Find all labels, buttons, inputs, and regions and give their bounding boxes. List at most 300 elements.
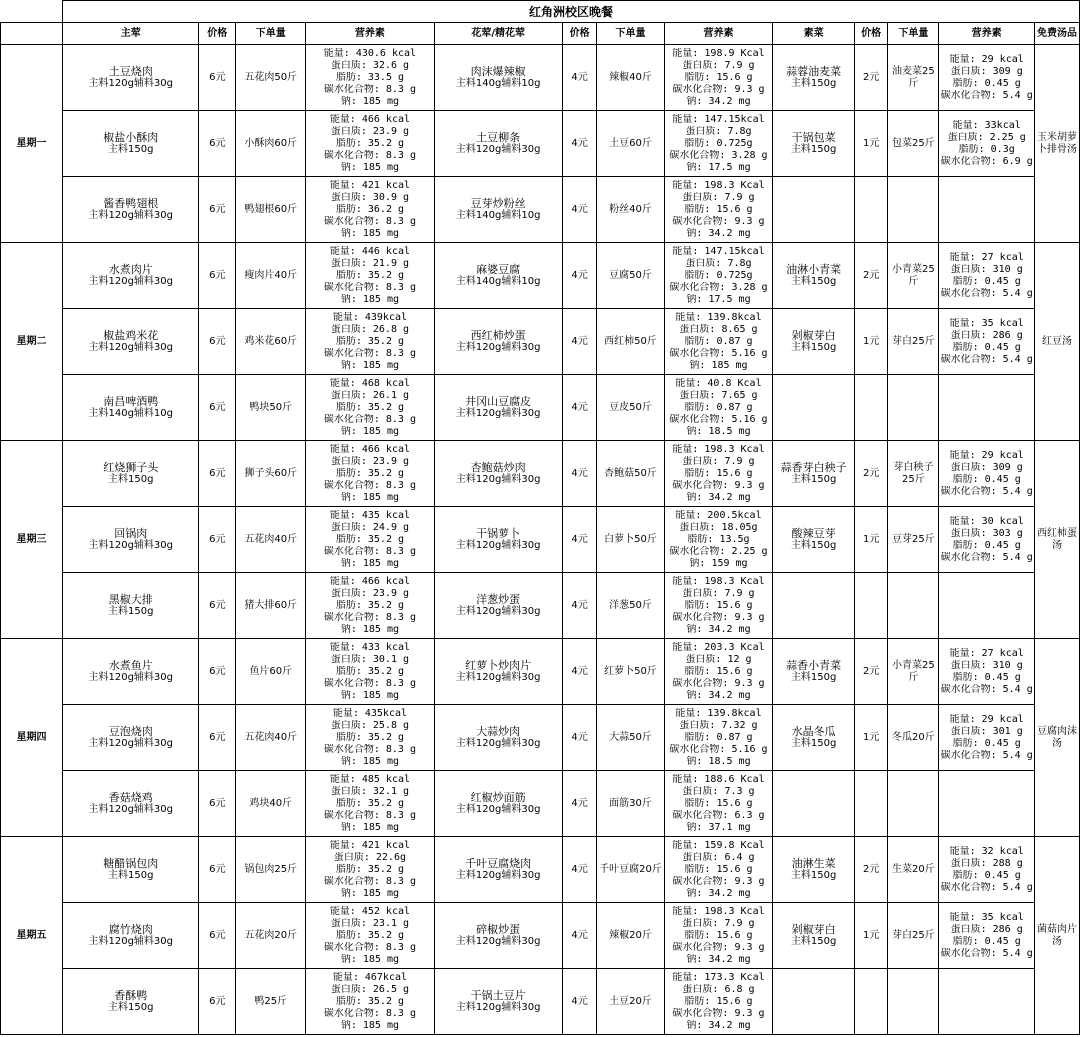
dish-cell (63, 375, 199, 441)
nutrition-line: 碳水化合物: 6.3 g (672, 809, 765, 821)
price-cell: 4元 (562, 969, 597, 1035)
nutrition-cell (939, 837, 1035, 903)
nutrition-line: 碳水化合物: 8.3 g (323, 1007, 416, 1019)
order-quantity-cell: 鸡米花60斤 (236, 309, 306, 375)
order-quantity-cell: 锅包肉25斤 (236, 837, 306, 903)
dish-cell (63, 573, 199, 639)
nutrition-line: 碳水化合物: 5.4 g (940, 683, 1033, 695)
dish-name: 红萝卜炒肉片 (465, 658, 532, 672)
nutrition-line: 能量: 35 kcal (949, 911, 1024, 923)
dish-name: 土豆烧肉 (108, 64, 153, 78)
price-cell (854, 375, 888, 441)
order-quantity-cell: 小青菜25斤 (888, 243, 939, 309)
dish-spec: 主料120g辅料30g (88, 935, 174, 947)
order-quantity-cell: 西红柿50斤 (597, 309, 664, 375)
dish-spec: 主料120g辅料30g (455, 737, 541, 749)
nutrition-cell (664, 111, 773, 177)
nutrition-line: 能量: 139.8kcal (675, 707, 762, 719)
dish-cell (434, 45, 562, 111)
dish-cell (773, 111, 854, 177)
nutrition-line: 蛋白质: 7.65 g (679, 389, 758, 401)
order-quantity-cell: 土豆60斤 (597, 111, 664, 177)
nutrition-cell (306, 705, 434, 771)
menu-title: 红角洲校区晚餐 (63, 1, 1080, 23)
column-header: 下单量 (888, 23, 939, 45)
nutrition-cell (664, 903, 773, 969)
nutrition-line: 钠: 34.2 mg (686, 95, 751, 107)
dish-spec: 主料120g辅料30g (455, 1001, 541, 1013)
nutrition-line: 蛋白质: 288 g (950, 857, 1023, 869)
nutrition-line: 脂肪: 15.6 g (684, 467, 753, 479)
nutrition-line: 钠: 34.2 mg (686, 491, 751, 503)
column-header: 下单量 (597, 23, 664, 45)
dish-spec: 主料150g (790, 737, 837, 749)
nutrition-line: 脂肪: 36.2 g (335, 203, 405, 215)
nutrition-line: 能量: 198.3 Kcal (672, 443, 765, 455)
nutrition-cell (664, 243, 773, 309)
order-quantity-cell: 芽白秧子25斤 (888, 441, 939, 507)
dish-cell (773, 507, 854, 573)
dish-cell (63, 903, 199, 969)
nutrition-line: 脂肪: 0.45 g (952, 77, 1021, 89)
day-header-blank (1, 23, 63, 45)
nutrition-line: 蛋白质: 7.9 g (682, 917, 755, 929)
nutrition-cell (939, 969, 1035, 1035)
free-soup: 菌菇肉片汤 (1035, 837, 1080, 1035)
dish-name: 酸辣豆芽 (791, 526, 836, 540)
nutrition-line: 碳水化合物: 8.3 g (323, 875, 416, 887)
menu-row (1, 111, 1080, 177)
price-cell: 4元 (562, 111, 597, 177)
nutrition-cell (664, 309, 773, 375)
dish-name: 回锅肉 (114, 526, 148, 540)
nutrition-cell (664, 441, 773, 507)
nutrition-line: 蛋白质: 26.1 g (330, 389, 410, 401)
dish-cell (773, 45, 854, 111)
nutrition-line: 碳水化合物: 9.3 g (672, 479, 765, 491)
dish-cell (63, 705, 199, 771)
price-cell (854, 573, 888, 639)
nutrition-line: 蛋白质: 303 g (950, 527, 1023, 539)
nutrition-line: 碳水化合物: 8.3 g (323, 215, 416, 227)
price-cell: 6元 (199, 771, 236, 837)
nutrition-line: 能量: 198.3 Kcal (672, 575, 765, 587)
nutrition-line: 碳水化合物: 5.4 g (940, 485, 1033, 497)
nutrition-line: 钠: 34.2 mg (686, 887, 751, 899)
nutrition-line: 钠: 185 mg (340, 953, 400, 965)
dish-spec: 主料120g辅料30g (88, 209, 174, 221)
dish-name: 土豆柳条 (476, 130, 521, 144)
dish-spec: 主料120g辅料30g (455, 341, 541, 353)
dish-cell (434, 441, 562, 507)
dish-name: 干锅包菜 (791, 130, 836, 144)
nutrition-line: 钠: 185 mg (340, 227, 400, 239)
nutrition-line: 脂肪: 13.5g (687, 533, 750, 545)
dish-name: 红椒炒面筋 (470, 790, 526, 804)
dish-name: 杏鲍菇炒肉 (470, 460, 526, 474)
dish-cell (434, 177, 562, 243)
dish-cell (63, 837, 199, 903)
nutrition-cell (939, 309, 1035, 375)
nutrition-line: 蛋白质: 7.9 g (682, 191, 755, 203)
dish-name: 肉沫爆辣椒 (470, 64, 526, 78)
dish-name: 洋葱炒蛋 (476, 592, 521, 606)
nutrition-line: 能量: 466 kcal (329, 113, 411, 125)
nutrition-line: 能量: 30 kcal (949, 515, 1024, 527)
dish-name: 千叶豆腐烧肉 (465, 856, 532, 870)
nutrition-cell (664, 177, 773, 243)
dish-spec: 主料140g辅料10g (455, 275, 541, 287)
nutrition-line: 蛋白质: 309 g (950, 461, 1023, 473)
nutrition-line: 钠: 185 mg (340, 491, 400, 503)
nutrition-cell (306, 639, 434, 705)
nutrition-line: 蛋白质: 23.1 g (330, 917, 410, 929)
dish-spec: 主料120g辅料30g (455, 935, 541, 947)
dish-spec: 主料150g (790, 539, 837, 551)
dish-spec: 主料150g (108, 869, 154, 881)
nutrition-line: 能量: 433 kcal (329, 641, 411, 653)
nutrition-line: 蛋白质: 7.9 g (682, 59, 755, 71)
dish-name: 蒜蓉油麦菜 (786, 64, 842, 78)
nutrition-line: 能量: 40.8 Kcal (675, 377, 762, 389)
nutrition-line: 碳水化合物: 8.3 g (323, 347, 416, 359)
dish-cell (63, 771, 199, 837)
nutrition-line: 脂肪: 0.725g (684, 269, 753, 281)
nutrition-line: 碳水化合物: 5.16 g (669, 347, 768, 359)
nutrition-cell (664, 705, 773, 771)
nutrition-cell (939, 705, 1035, 771)
dish-cell (773, 243, 854, 309)
dish-spec: 主料150g (790, 77, 837, 89)
dish-cell (434, 375, 562, 441)
order-quantity-cell: 面筋30斤 (597, 771, 664, 837)
dish-cell (773, 441, 854, 507)
price-cell: 6元 (199, 705, 236, 771)
order-quantity-cell: 小酥肉60斤 (236, 111, 306, 177)
nutrition-cell (939, 771, 1035, 837)
dish-spec: 主料150g (108, 143, 154, 155)
nutrition-line: 钠: 34.2 mg (686, 623, 751, 635)
price-cell: 4元 (562, 309, 597, 375)
nutrition-line: 脂肪: 0.45 g (952, 473, 1021, 485)
order-quantity-cell (888, 771, 939, 837)
nutrition-line: 碳水化合物: 8.3 g (323, 281, 416, 293)
nutrition-line: 钠: 185 mg (340, 293, 400, 305)
dish-name: 大蒜炒肉 (476, 724, 521, 738)
nutrition-cell (664, 771, 773, 837)
order-quantity-cell: 鱼片60斤 (236, 639, 306, 705)
dish-name: 水晶冬瓜 (791, 724, 836, 738)
nutrition-cell (664, 375, 773, 441)
price-cell: 4元 (562, 837, 597, 903)
dish-cell (434, 111, 562, 177)
dish-spec: 主料120g辅料30g (455, 869, 541, 881)
nutrition-cell (306, 837, 434, 903)
dish-cell (63, 177, 199, 243)
nutrition-line: 脂肪: 0.725g (684, 137, 753, 149)
dish-name: 椒盐鸡米花 (103, 328, 159, 342)
dish-spec: 主料150g (108, 1001, 154, 1013)
price-cell (854, 969, 888, 1035)
order-quantity-cell: 五花肉40斤 (236, 705, 306, 771)
nutrition-line: 蛋白质: 6.4 g (682, 851, 755, 863)
price-cell: 4元 (562, 903, 597, 969)
menu-row (1, 45, 1080, 111)
nutrition-line: 脂肪: 0.87 g (684, 731, 753, 743)
dish-spec: 主料150g (790, 869, 837, 881)
nutrition-line: 碳水化合物: 5.4 g (940, 551, 1033, 563)
order-quantity-cell: 白萝卜50斤 (597, 507, 664, 573)
dish-name: 干锅土豆片 (470, 988, 526, 1002)
nutrition-line: 能量: 421 kcal (329, 839, 411, 851)
nutrition-line: 碳水化合物: 8.3 g (323, 83, 416, 95)
dish-name: 黑椒大排 (108, 592, 153, 606)
nutrition-line: 脂肪: 0.87 g (684, 335, 753, 347)
nutrition-cell (939, 243, 1035, 309)
menu-row (1, 903, 1080, 969)
nutrition-line: 能量: 467kcal (332, 971, 408, 983)
nutrition-line: 脂肪: 15.6 g (684, 203, 753, 215)
nutrition-line: 碳水化合物: 8.3 g (323, 413, 416, 425)
nutrition-line: 脂肪: 15.6 g (684, 863, 753, 875)
dish-name: 麻婆豆腐 (476, 262, 521, 276)
day-label: 星期一 (1, 45, 63, 243)
nutrition-line: 蛋白质: 30.9 g (330, 191, 410, 203)
menu-row (1, 243, 1080, 309)
dish-spec: 主料150g (790, 275, 837, 287)
nutrition-line: 碳水化合物: 9.3 g (672, 941, 765, 953)
dish-spec: 主料120g辅料30g (455, 407, 541, 419)
order-quantity-cell: 生菜20斤 (888, 837, 939, 903)
price-cell (854, 177, 888, 243)
nutrition-cell (306, 243, 434, 309)
dish-spec: 主料150g (108, 473, 154, 485)
price-cell: 1元 (854, 309, 888, 375)
nutrition-cell (664, 507, 773, 573)
nutrition-line: 钠: 17.5 mg (686, 161, 751, 173)
nutrition-line: 能量: 159.8 Kcal (672, 839, 765, 851)
nutrition-line: 碳水化合物: 8.3 g (323, 545, 416, 557)
order-quantity-cell: 鸡块40斤 (236, 771, 306, 837)
order-quantity-cell (888, 375, 939, 441)
nutrition-line: 蛋白质: 310 g (950, 263, 1023, 275)
dish-cell (773, 771, 854, 837)
dish-name: 西红柿炒蛋 (470, 328, 526, 342)
nutrition-cell (306, 111, 434, 177)
nutrition-line: 碳水化合物: 3.28 g (669, 281, 768, 293)
nutrition-line: 蛋白质: 30.1 g (330, 653, 410, 665)
nutrition-line: 能量: 32 kcal (949, 845, 1024, 857)
price-cell: 6元 (199, 441, 236, 507)
order-quantity-cell: 豆芽25斤 (888, 507, 939, 573)
nutrition-line: 脂肪: 33.5 g (335, 71, 405, 83)
dish-spec: 主料120g辅料30g (455, 803, 541, 815)
dish-spec: 主料150g (108, 605, 154, 617)
order-quantity-cell: 五花肉20斤 (236, 903, 306, 969)
order-quantity-cell (888, 969, 939, 1035)
nutrition-line: 能量: 430.6 kcal (323, 47, 417, 59)
nutrition-cell (664, 573, 773, 639)
nutrition-line: 能量: 466 kcal (329, 443, 411, 455)
price-cell: 6元 (199, 837, 236, 903)
column-header: 素菜 (773, 23, 854, 45)
nutrition-line: 脂肪: 15.6 g (684, 599, 753, 611)
nutrition-line: 钠: 159 mg (689, 557, 748, 569)
menu-row (1, 441, 1080, 507)
dish-cell (63, 969, 199, 1035)
menu-row (1, 771, 1080, 837)
nutrition-line: 钠: 34.2 mg (686, 227, 751, 239)
nutrition-cell (306, 573, 434, 639)
order-quantity-cell: 千叶豆腐20斤 (597, 837, 664, 903)
nutrition-cell (306, 507, 434, 573)
column-header: 免费汤品 (1035, 23, 1080, 45)
dish-spec: 主料120g辅料30g (88, 77, 174, 89)
price-cell: 2元 (854, 639, 888, 705)
nutrition-line: 碳水化合物: 5.4 g (940, 947, 1033, 959)
nutrition-line: 钠: 17.5 mg (686, 293, 751, 305)
menu-row (1, 375, 1080, 441)
nutrition-line: 钠: 34.2 mg (686, 1019, 751, 1031)
nutrition-line: 脂肪: 0.45 g (952, 275, 1021, 287)
nutrition-line: 能量: 27 kcal (949, 647, 1024, 659)
price-cell: 6元 (199, 309, 236, 375)
order-quantity-cell: 鸭翅根60斤 (236, 177, 306, 243)
menu-row (1, 507, 1080, 573)
nutrition-line: 能量: 452 kcal (329, 905, 411, 917)
nutrition-cell (306, 903, 434, 969)
nutrition-line: 碳水化合物: 2.25 g (669, 545, 768, 557)
dish-cell (773, 573, 854, 639)
dish-spec: 主料140g辅料10g (88, 407, 174, 419)
order-quantity-cell: 鸭25斤 (236, 969, 306, 1035)
nutrition-line: 钠: 185 mg (340, 821, 400, 833)
order-quantity-cell: 包菜25斤 (888, 111, 939, 177)
price-cell: 6元 (199, 177, 236, 243)
price-cell: 4元 (562, 441, 597, 507)
dish-cell (63, 111, 199, 177)
dish-spec: 主料150g (790, 143, 837, 155)
dish-cell (434, 903, 562, 969)
nutrition-line: 脂肪: 35.2 g (335, 863, 405, 875)
price-cell: 1元 (854, 903, 888, 969)
nutrition-line: 蛋白质: 6.8 g (682, 983, 755, 995)
nutrition-line: 脂肪: 35.2 g (335, 599, 405, 611)
nutrition-line: 脂肪: 35.2 g (335, 797, 405, 809)
order-quantity-cell: 土豆20斤 (597, 969, 664, 1035)
nutrition-line: 蛋白质: 22.6g (333, 851, 406, 863)
price-cell: 6元 (199, 507, 236, 573)
dish-name: 糖醋锅包肉 (103, 856, 159, 870)
nutrition-line: 蛋白质: 7.8g (685, 125, 752, 137)
nutrition-line: 能量: 435kcal (332, 707, 408, 719)
nutrition-line: 钠: 34.2 mg (686, 689, 751, 701)
nutrition-line: 能量: 198.9 Kcal (672, 47, 765, 59)
nutrition-cell (939, 639, 1035, 705)
dish-spec: 主料120g辅料30g (88, 275, 174, 287)
order-quantity-cell: 粉丝40斤 (597, 177, 664, 243)
nutrition-line: 蛋白质: 23.9 g (330, 455, 410, 467)
nutrition-line: 脂肪: 35.2 g (335, 401, 405, 413)
nutrition-cell (939, 507, 1035, 573)
price-cell: 6元 (199, 639, 236, 705)
free-soup: 豆腐肉沫汤 (1035, 639, 1080, 837)
nutrition-line: 能量: 29 kcal (949, 449, 1024, 461)
price-cell: 4元 (562, 771, 597, 837)
price-cell: 4元 (562, 573, 597, 639)
order-quantity-cell: 狮子头60斤 (236, 441, 306, 507)
nutrition-cell (306, 375, 434, 441)
nutrition-line: 碳水化合物: 6.9 g (940, 155, 1033, 167)
nutrition-line: 碳水化合物: 8.3 g (323, 479, 416, 491)
nutrition-line: 能量: 188.6 Kcal (672, 773, 765, 785)
order-quantity-cell: 辣椒20斤 (597, 903, 664, 969)
dish-name: 红烧狮子头 (103, 460, 159, 474)
nutrition-cell (306, 771, 434, 837)
column-header: 营养素 (664, 23, 773, 45)
day-label: 星期四 (1, 639, 63, 837)
nutrition-cell (306, 309, 434, 375)
nutrition-line: 能量: 203.3 Kcal (672, 641, 765, 653)
price-cell: 4元 (562, 177, 597, 243)
dish-spec: 主料140g辅料10g (455, 77, 541, 89)
nutrition-line: 钠: 34.2 mg (686, 953, 751, 965)
nutrition-line: 能量: 198.3 Kcal (672, 905, 765, 917)
nutrition-line: 蛋白质: 301 g (950, 725, 1023, 737)
order-quantity-cell: 冬瓜20斤 (888, 705, 939, 771)
dish-cell (773, 903, 854, 969)
free-soup: 红豆汤 (1035, 243, 1080, 441)
nutrition-line: 蛋白质: 7.3 g (682, 785, 755, 797)
nutrition-line: 碳水化合物: 5.4 g (940, 353, 1033, 365)
nutrition-line: 能量: 468 kcal (329, 377, 411, 389)
dish-cell (773, 837, 854, 903)
column-header: 营养素 (939, 23, 1035, 45)
dish-cell (773, 969, 854, 1035)
nutrition-line: 能量: 29 kcal (949, 713, 1024, 725)
dish-name: 蒜香芽白秧子 (780, 460, 847, 474)
nutrition-line: 碳水化合物: 8.3 g (323, 743, 416, 755)
price-cell: 2元 (854, 243, 888, 309)
order-quantity-cell: 辣椒40斤 (597, 45, 664, 111)
nutrition-cell (939, 903, 1035, 969)
dish-spec: 主料120g辅料30g (88, 539, 174, 551)
nutrition-line: 钠: 185 mg (340, 359, 400, 371)
price-cell: 6元 (199, 375, 236, 441)
nutrition-line: 蛋白质: 24.9 g (330, 521, 410, 533)
nutrition-line: 能量: 200.5kcal (675, 509, 762, 521)
order-quantity-cell: 瘦肉片40斤 (236, 243, 306, 309)
dish-cell (434, 309, 562, 375)
nutrition-line: 碳水化合物: 5.4 g (940, 287, 1033, 299)
dish-cell (434, 705, 562, 771)
dish-cell (773, 309, 854, 375)
nutrition-line: 能量: 35 kcal (949, 317, 1024, 329)
nutrition-line: 脂肪: 35.2 g (335, 335, 405, 347)
nutrition-line: 钠: 185 mg (340, 755, 400, 767)
dish-spec: 主料120g辅料30g (88, 737, 174, 749)
price-cell: 2元 (854, 45, 888, 111)
nutrition-line: 脂肪: 0.45 g (952, 737, 1021, 749)
dish-cell (63, 309, 199, 375)
nutrition-line: 能量: 139.8kcal (675, 311, 762, 323)
nutrition-cell (939, 375, 1035, 441)
price-cell: 6元 (199, 969, 236, 1035)
nutrition-line: 钠: 185 mg (340, 161, 400, 173)
nutrition-cell (306, 969, 434, 1035)
nutrition-line: 脂肪: 35.2 g (335, 731, 405, 743)
column-header: 营养素 (306, 23, 434, 45)
